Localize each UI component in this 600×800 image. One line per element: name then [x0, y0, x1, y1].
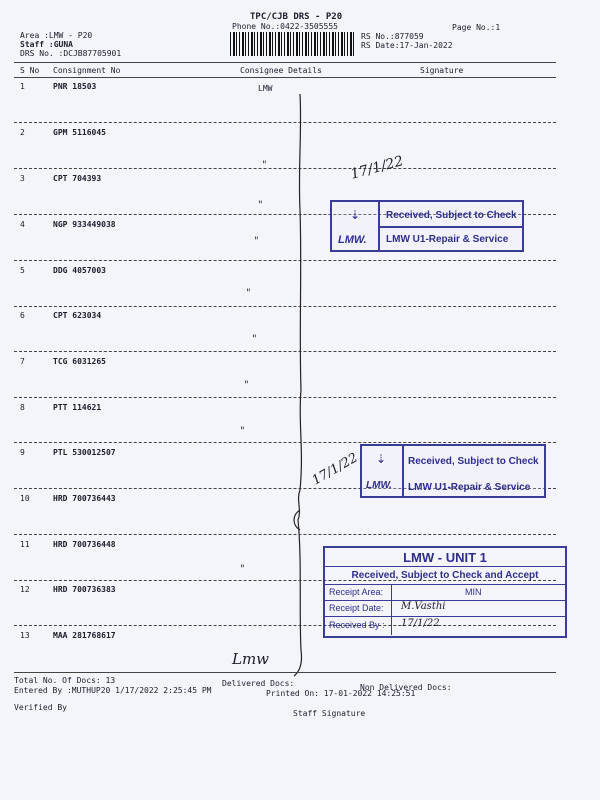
- row-sno: 2: [20, 128, 25, 137]
- column-sno: S No: [20, 66, 40, 75]
- row-sno: 10: [20, 494, 30, 503]
- phone-number: Phone No.:0422-3505555: [232, 22, 338, 31]
- ditto-mark: ": [262, 160, 267, 171]
- ditto-mark: ": [254, 236, 259, 247]
- unit1-date-value: M.Vasthi: [401, 601, 446, 612]
- stamp-line-2: LMW U1-Repair & Service: [386, 234, 509, 245]
- column-consignee: Consignee Details: [240, 66, 322, 75]
- unit1-divider: [391, 585, 392, 601]
- row-sno: 6: [20, 311, 25, 320]
- column-consignment: Consignment No: [53, 66, 121, 75]
- row-sno: 8: [20, 403, 25, 412]
- handwritten-date: 17/1/22: [348, 153, 406, 183]
- row-sno: 13: [20, 631, 30, 640]
- unit1-by-label: Received By :: [329, 620, 385, 630]
- ditto-mark: ": [244, 380, 249, 391]
- ditto-mark: ": [246, 288, 251, 299]
- row-consignment: TCG 6031265: [53, 357, 106, 366]
- stamp-line-1: Received, Subject to Check: [386, 210, 517, 221]
- torch-icon: ⇣: [350, 208, 361, 222]
- unit1-area-value: MIN: [465, 587, 482, 597]
- row-consignment: HRD 700736448: [53, 540, 116, 549]
- row-consignment: CPT 704393: [53, 174, 102, 183]
- received-stamp: [330, 200, 524, 252]
- row-sno: 1: [20, 82, 25, 91]
- unit1-subtitle: Received, Subject to Check and Accept: [325, 566, 565, 585]
- handwritten-lmw: Lmw: [232, 650, 270, 668]
- staff-signature: Staff Signature: [293, 709, 366, 718]
- stamp-line-2: LMW U1-Repair & Service: [408, 482, 531, 493]
- unit1-area-row: [325, 584, 565, 601]
- unit1-by-row: [325, 616, 565, 635]
- unit1-by-value: 17/1/22: [401, 618, 440, 629]
- handwritten-date: 17/1/22: [309, 450, 361, 489]
- row-sno: 5: [20, 266, 25, 275]
- page-number: Page No.:1: [452, 23, 501, 32]
- row-sno: 4: [20, 220, 25, 229]
- report-title: TPC/CJB DRS - P20: [250, 12, 343, 22]
- row-consignment: DDG 4057003: [53, 266, 106, 275]
- ditto-mark: ": [258, 200, 263, 211]
- row-consignment: NGP 933449038: [53, 220, 116, 229]
- row-sno: 9: [20, 448, 25, 457]
- unit1-title: LMW - UNIT 1: [403, 550, 487, 565]
- stamp-logo: LMW.: [338, 234, 367, 246]
- row-consignment: GPM 5116045: [53, 128, 106, 137]
- ditto-mark: ": [240, 564, 245, 575]
- unit1-divider: [391, 617, 392, 635]
- footer-rule: [14, 672, 556, 673]
- entered-by: Entered By :MUTHUP20 1/17/2022 2:25:45 PM: [14, 686, 212, 695]
- staff-field: Staff :GUNA: [20, 40, 73, 49]
- row-consignment: HRD 700736443: [53, 494, 116, 503]
- column-signature: Signature: [420, 66, 464, 75]
- row-consignment: PNR 18503: [53, 82, 97, 91]
- row-consignment: CPT 623034: [53, 311, 102, 320]
- handwritten-bracket: [280, 90, 310, 680]
- column-rule: [14, 77, 556, 78]
- row-consignment: HRD 700736383: [53, 585, 116, 594]
- unit1-date-label: Receipt Date:: [329, 603, 384, 613]
- row-consignment: PTT 114621: [53, 403, 102, 412]
- received-stamp: [360, 444, 546, 498]
- delivered-docs: Delivered Docs:: [222, 679, 295, 688]
- printed-on: Printed On: 17-01-2022 14:25:51: [266, 689, 416, 698]
- row-consignment: MAA 281768617: [53, 631, 116, 640]
- row-sno: 12: [20, 585, 30, 594]
- header-rule: [14, 62, 556, 63]
- stamp-divider: [378, 226, 522, 228]
- rs-number: RS No.:877059: [361, 32, 424, 41]
- verified-by: Verified By: [14, 703, 67, 712]
- unit1-date-row: [325, 600, 565, 617]
- non-delivered-docs: Non Delivered Docs:: [360, 683, 452, 692]
- ditto-mark: ": [240, 426, 245, 437]
- stamp-line-1: Received, Subject to Check: [408, 456, 539, 467]
- barcode: [230, 32, 356, 56]
- row-sno: 11: [20, 540, 30, 549]
- ditto-mark: ": [252, 334, 257, 345]
- area-field: Area :LMW - P20: [20, 31, 93, 40]
- total-docs: Total No. Of Docs: 13: [14, 676, 116, 685]
- unit1-stamp: [323, 546, 567, 638]
- rs-date: RS Date:17-Jan-2022: [361, 41, 453, 50]
- row-consignee: LMW: [258, 84, 273, 93]
- unit1-area-label: Receipt Area:: [329, 587, 384, 597]
- unit1-divider: [391, 601, 392, 617]
- row-sno: 7: [20, 357, 25, 366]
- torch-icon: ⇣: [376, 452, 387, 466]
- stamp-logo: LMW.: [366, 480, 392, 491]
- row-consignment: PTL 530012507: [53, 448, 116, 457]
- drs-number: DRS No. :DCJB87705901: [20, 49, 122, 58]
- row-sno: 3: [20, 174, 25, 183]
